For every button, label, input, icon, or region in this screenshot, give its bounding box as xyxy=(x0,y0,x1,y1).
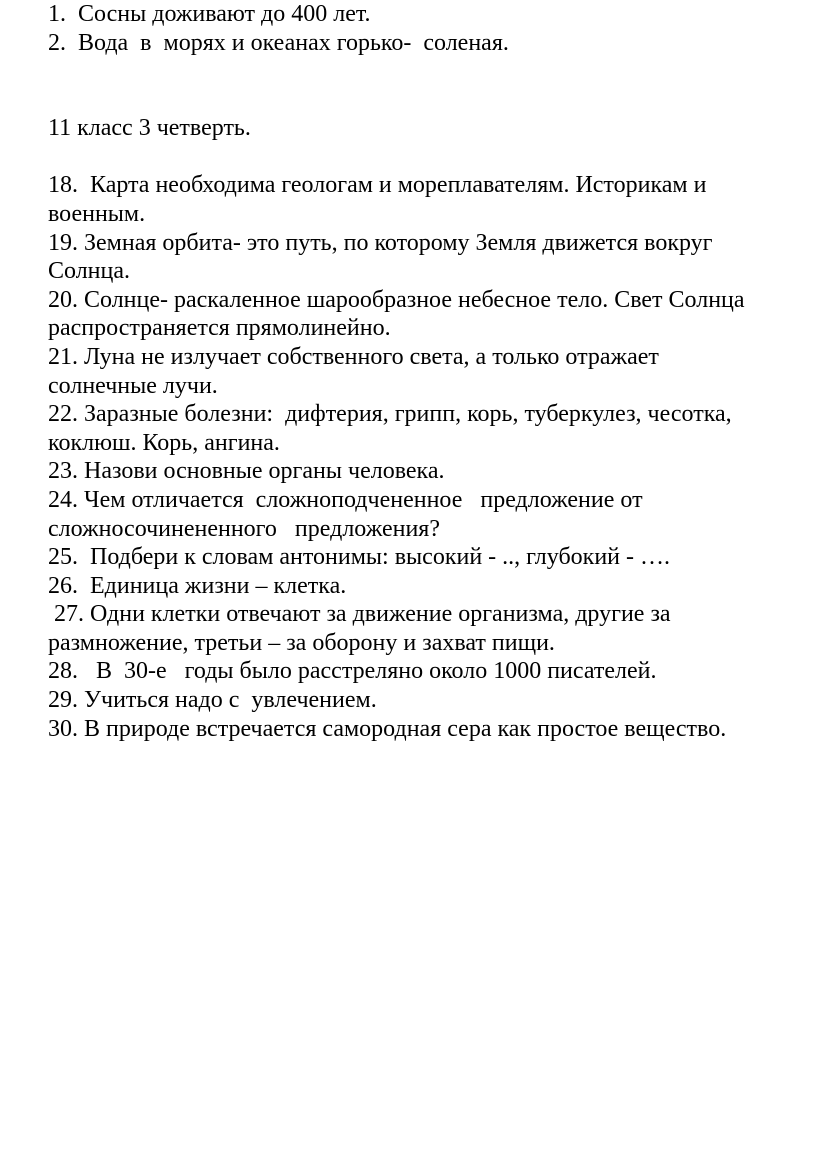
blank-space xyxy=(48,57,808,114)
text-line: 26. Единица жизни – клетка. xyxy=(48,572,347,599)
text-line: коклюш. Корь, ангина. xyxy=(48,429,280,456)
text-line: 20. Солнце- раскаленное шарообразное небесное тело. Свет Солнца xyxy=(48,286,745,313)
blank-space xyxy=(48,143,808,172)
text-line: 18. Карта необходима геологам и мореплавателям. Историкам и xyxy=(48,172,707,199)
text-line: 27. Одни клетки отвечают за движение организма, другие за xyxy=(48,601,671,628)
text-line: Солнца. xyxy=(48,258,131,285)
text-line: распространяется прямолинейно. xyxy=(48,315,391,342)
intro-line-1: 1. Сосны доживают до 400 лет. xyxy=(48,1,371,27)
text-line: размножение, третьи – за оборону и захват пищи. xyxy=(48,629,555,656)
text-line: 23. Назови основные органы человека. xyxy=(48,458,445,485)
intro-line-2: 2. Вода в морях и океанах горько- соленая. xyxy=(48,29,509,56)
text-line: 22. Заразные болезни: дифтерия, грипп, корь, туберкулез, чесотка, xyxy=(48,401,732,428)
text-line: сложносочинененного предложения? xyxy=(48,515,440,542)
text-line: 28. В 30-е годы было расстреляно около 1000 писателей. xyxy=(48,658,657,685)
text-line: 30. В природе встречается самородная сера как простое вещество. xyxy=(48,715,727,742)
text-line: 19. Земная орбита- это путь, по которому Земля движется вокруг xyxy=(48,229,713,256)
document-heading: 11 класс 3 четверть. xyxy=(48,115,251,142)
text-line: 29. Учиться надо с увлечением. xyxy=(48,687,377,714)
text-line: 24. Чем отличается сложноподчененное предложение от xyxy=(48,486,643,513)
text-line: военным. xyxy=(48,200,146,227)
text-line: 25. Подбери к словам антонимы: высокий - .., глубокий - …. xyxy=(48,544,671,571)
document-text xyxy=(48,0,808,743)
text-line: солнечные лучи. xyxy=(48,372,218,399)
text-line: 21. Луна не излучает собственного света, а только отражает xyxy=(48,343,659,370)
